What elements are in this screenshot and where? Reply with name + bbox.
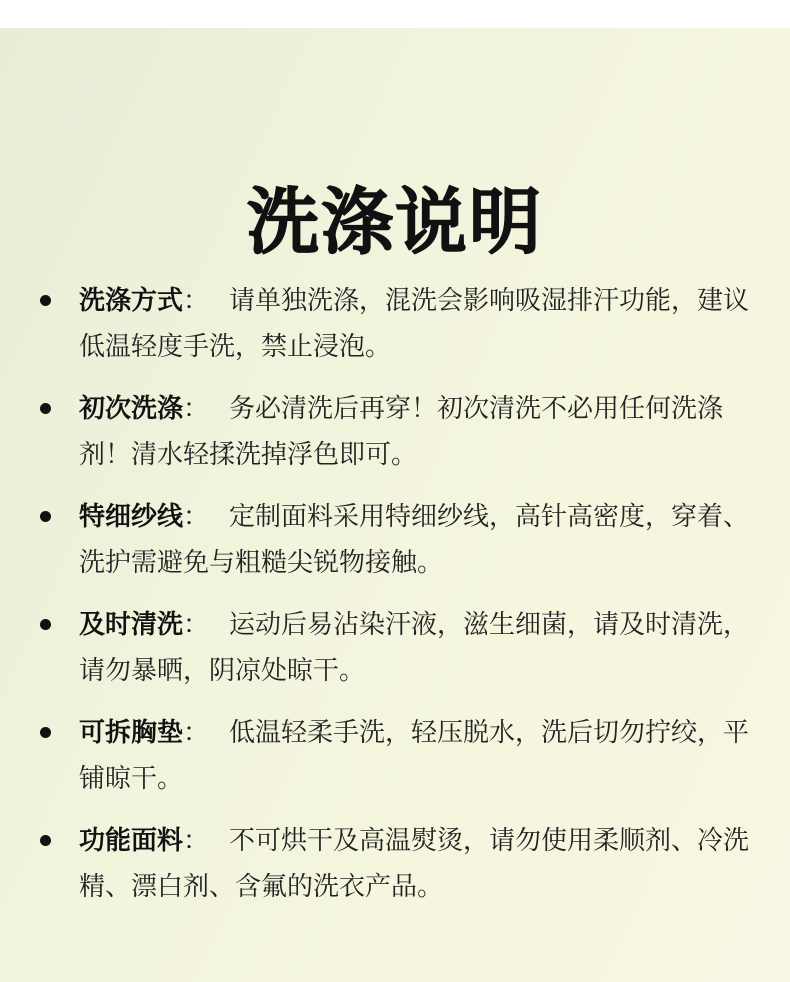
instruction-list [0,278,790,926]
item-label: 功能面料 [79,826,184,856]
item-separator: ： [183,610,210,640]
item-separator: ： [183,394,210,424]
item-text: 不可烘干及高温熨烫，请勿使用柔顺剂、冷洗精、漂白剂、含氟的洗衣产品。 [79,826,750,902]
list-item [0,494,790,586]
item-separator: ： [183,718,210,748]
item-label: 及时清洗 [79,610,184,640]
bullet-icon [40,511,51,522]
item-text: 运动后易沾染汗液，滋生细菌，请及时清洗，请勿暴晒，阴凉处晾干。 [79,610,750,686]
item-text: 务必清洗后再穿！初次清洗不必用任何洗涤剂！清水轻揉洗掉浮色即可。 [79,394,724,470]
item-label: 初次洗涤 [79,394,184,424]
list-item [0,710,790,802]
item-text: 请单独洗涤，混洗会影响吸湿排汗功能，建议低温轻度手洗，禁止浸泡。 [79,286,750,362]
page-title: 洗涤说明 [246,180,543,265]
bullet-icon [40,619,51,630]
bullet-icon [40,835,51,846]
bullet-icon [40,295,51,306]
list-item [0,278,790,370]
item-separator: ： [183,826,210,856]
item-separator: ： [183,502,210,532]
item-label: 可拆胸垫 [79,718,184,748]
list-item [0,386,790,478]
list-item [0,818,790,910]
bullet-icon [40,403,51,414]
bullet-icon [40,727,51,738]
item-label: 特细纱线 [79,502,184,532]
list-item [0,602,790,694]
item-label: 洗涤方式 [79,286,184,316]
item-text: 定制面料采用特细纱线，高针高密度，穿着、洗护需避免与粗糙尖锐物接触。 [79,502,750,578]
item-separator: ： [183,286,210,316]
item-text: 低温轻柔手洗，轻压脱水，洗后切勿拧绞，平铺晾干。 [79,718,750,794]
